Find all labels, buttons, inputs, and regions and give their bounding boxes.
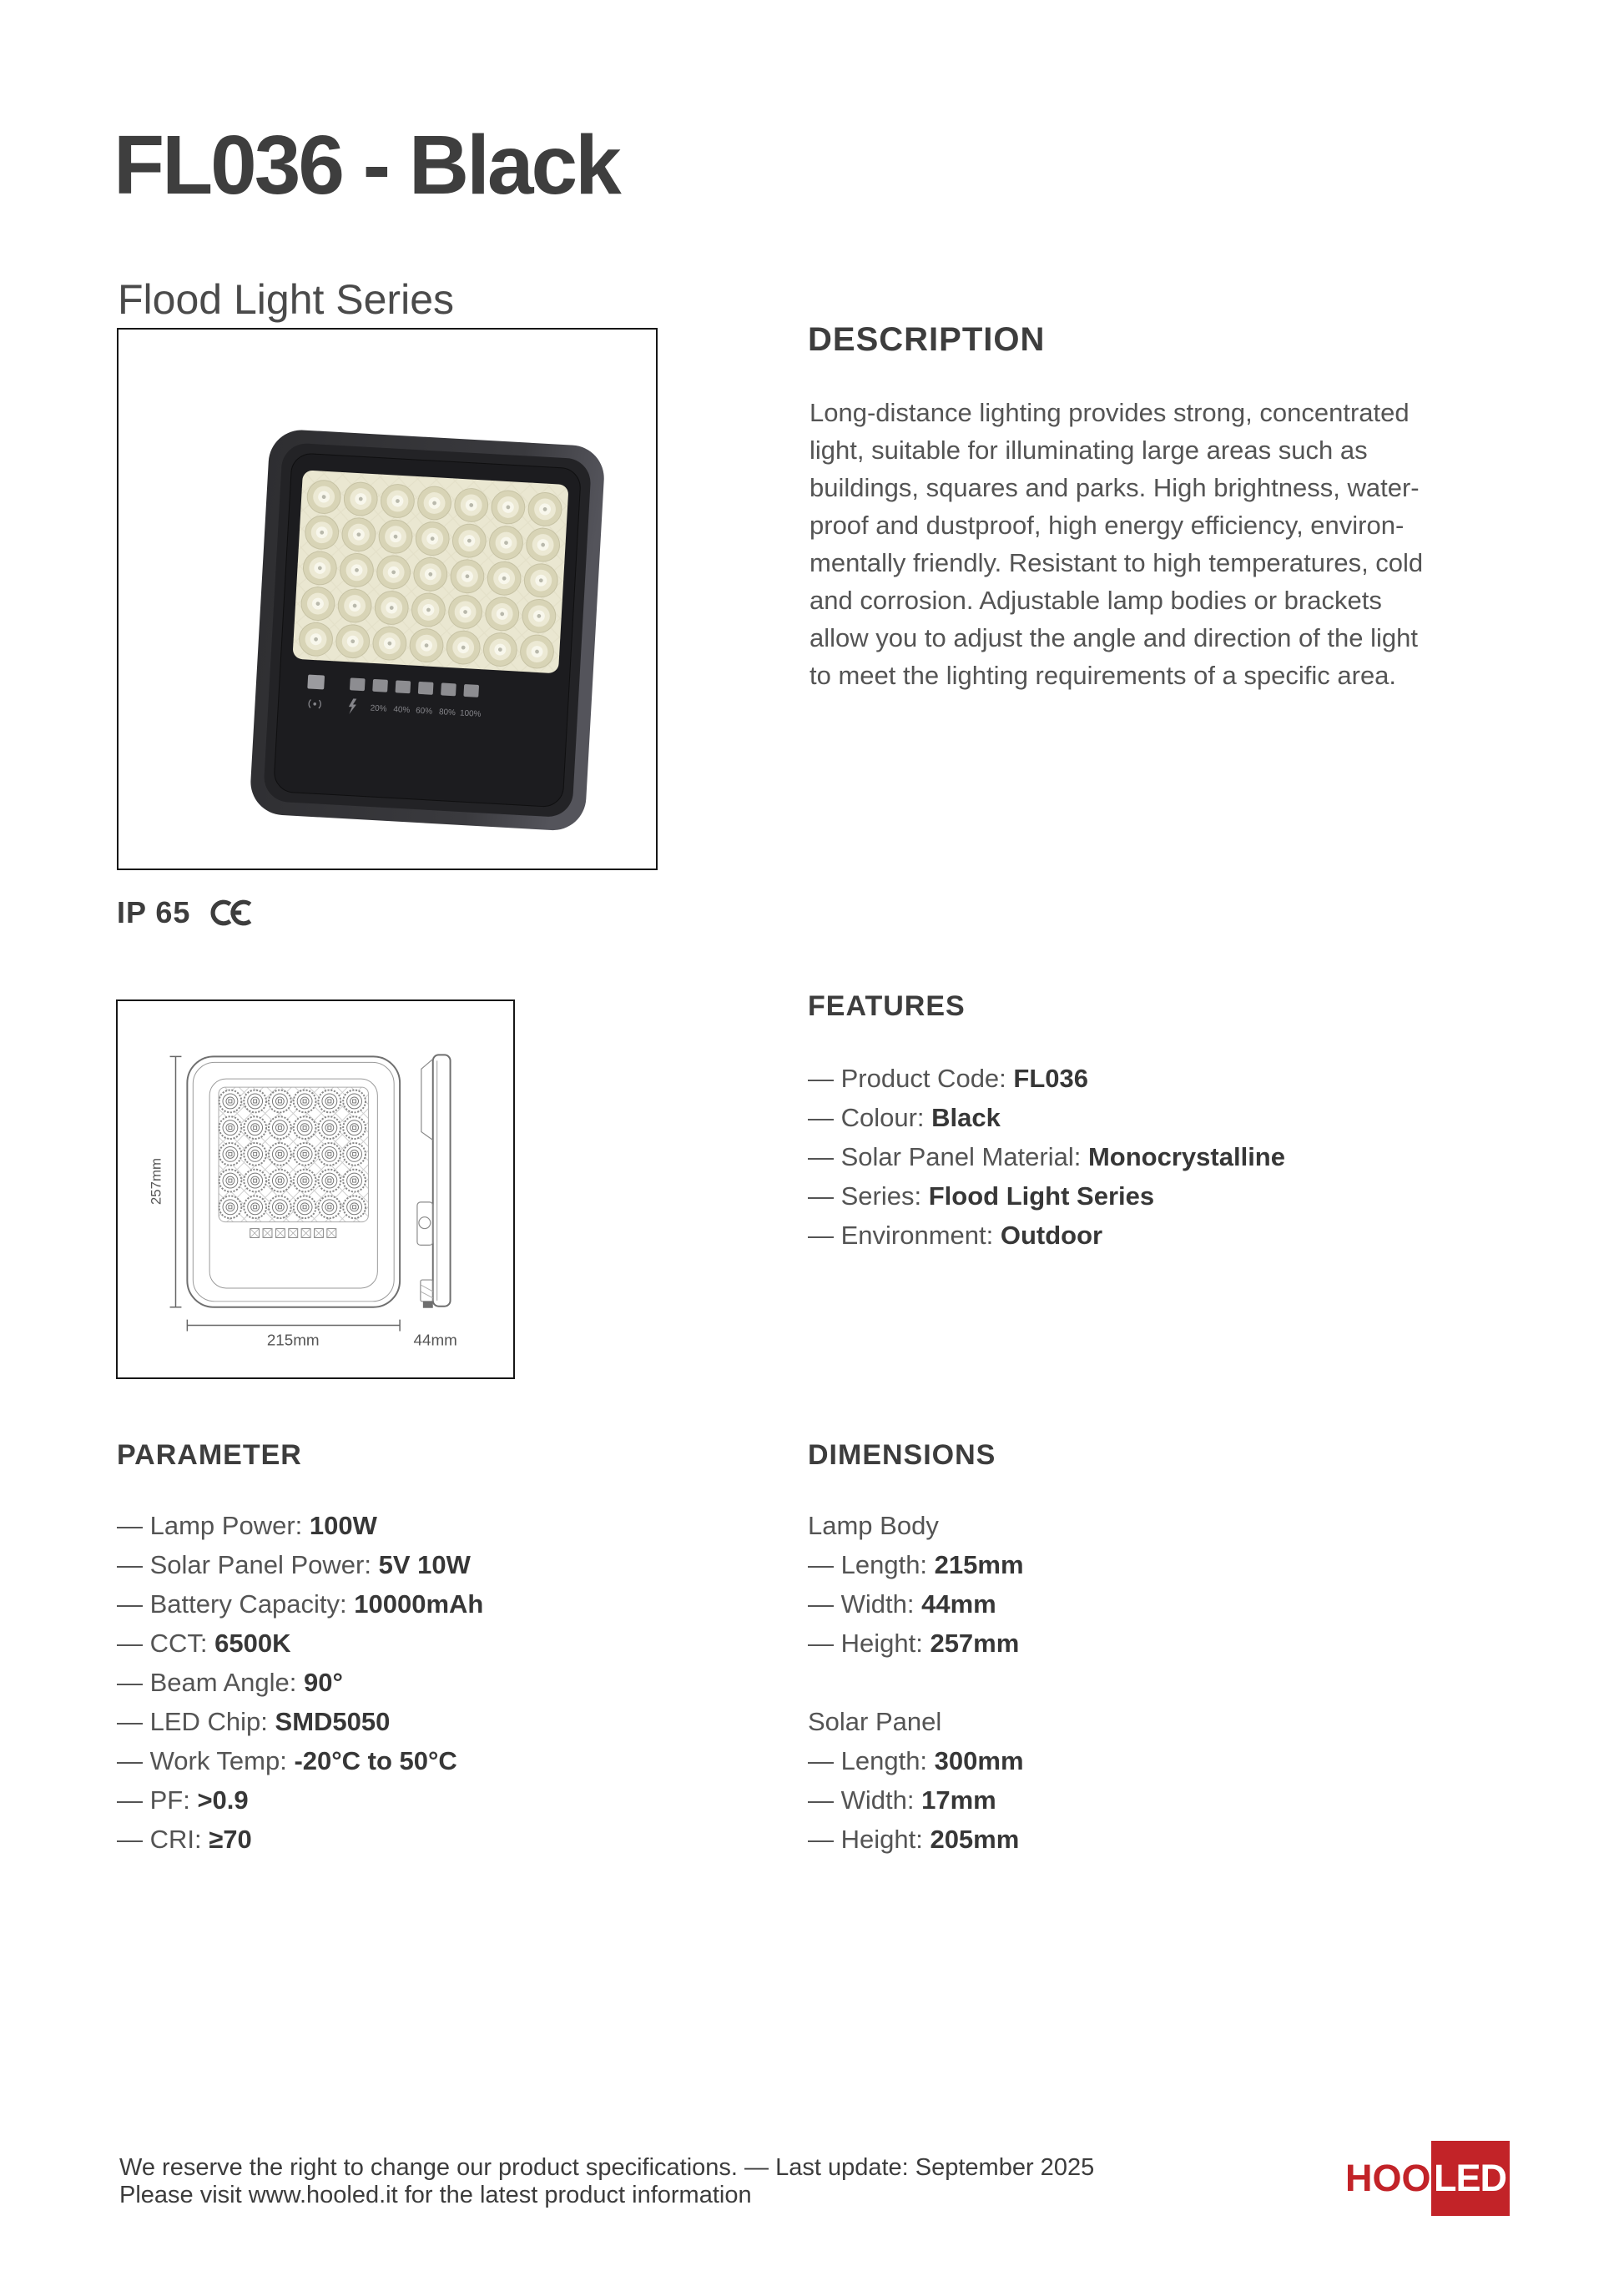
parameter-list xyxy=(117,1506,483,1859)
front-view-indicator-squares xyxy=(250,1229,336,1238)
description-text xyxy=(809,394,1577,694)
logo-text-hoo: HOO xyxy=(1345,2157,1431,2199)
dimensions-list xyxy=(808,1506,1024,1859)
indicator-label-100: 100% xyxy=(459,708,482,719)
brand-logo xyxy=(1345,2141,1510,2216)
side-view xyxy=(417,1055,451,1307)
parameter-heading: PARAMETER xyxy=(117,1439,302,1471)
logo-text-led: LED xyxy=(1434,2157,1507,2199)
description-line: light, suitable for illuminating large areas such as xyxy=(809,436,1368,465)
description-line: Long-distance lighting provides strong, concentrated xyxy=(809,398,1410,427)
ip-rating: IP 65 xyxy=(117,895,191,929)
footer-line-2: Please visit www.hooled.it for the latest product information xyxy=(119,2182,752,2208)
dimension-item: — Height: 205mm xyxy=(808,1825,1020,1854)
description-line: and corrosion. Adjustable lamp bodies or brackets xyxy=(809,586,1382,615)
description-line: allow you to adjust the angle and direction of the light xyxy=(809,623,1418,652)
parameter-item: — Battery Capacity: 10000mAh xyxy=(117,1589,484,1619)
description-line: proof and dustproof, high energy efficiency, environ- xyxy=(809,511,1405,540)
technical-drawing-frame xyxy=(116,999,515,1379)
flood-light-body xyxy=(249,428,606,832)
product-photo-frame xyxy=(117,328,658,870)
features-list xyxy=(808,1059,1285,1255)
feature-item: — Environment: Outdoor xyxy=(808,1221,1103,1250)
page-subtitle: Flood Light Series xyxy=(118,276,455,323)
indicator-label-60: 60% xyxy=(415,706,433,717)
product-photo xyxy=(119,330,656,869)
dimension-item: — Width: 44mm xyxy=(808,1589,996,1619)
description-line: to meet the lighting requirements of a specific area. xyxy=(809,661,1397,690)
feature-item: — Colour: Black xyxy=(808,1103,1001,1132)
description-heading: DESCRIPTION xyxy=(808,321,1046,358)
dimensions-group-name: Solar Panel xyxy=(808,1707,942,1736)
feature-item: — Solar Panel Material: Monocrystalline xyxy=(808,1142,1285,1171)
parameter-item: — CRI: ≥70 xyxy=(117,1825,252,1854)
ce-mark-icon xyxy=(209,896,255,929)
page-title: FL036 - Black xyxy=(113,118,619,212)
parameter-item: — Beam Angle: 90° xyxy=(117,1668,343,1697)
indicator-label-80: 80% xyxy=(438,707,456,718)
features-heading: FEATURES xyxy=(808,990,966,1022)
logo-red-square xyxy=(1431,2141,1510,2216)
feature-item: — Product Code: FL036 xyxy=(808,1064,1089,1093)
certification-row xyxy=(117,894,255,931)
footer-line-1: We reserve the right to change our product specifications. — Last update: September 2025 xyxy=(119,2154,1095,2181)
drawing-depth-label: 44mm xyxy=(413,1331,457,1349)
dimensions-heading: DIMENSIONS xyxy=(808,1439,996,1471)
parameter-item: — Solar Panel Power: 5V 10W xyxy=(117,1550,471,1579)
drawing-length-label: 215mm xyxy=(266,1331,320,1349)
parameter-item: — PF: >0.9 xyxy=(117,1785,249,1815)
dimensions-spacer xyxy=(808,1663,1024,1702)
parameter-item: — Work Temp: -20°C to 50°C xyxy=(117,1746,457,1775)
feature-item: — Series: Flood Light Series xyxy=(808,1181,1155,1211)
description-line: mentally friendly. Resistant to high temperatures, cold xyxy=(809,548,1424,577)
dimension-item: — Length: 300mm xyxy=(808,1746,1024,1775)
parameter-item: — LED Chip: SMD5050 xyxy=(117,1707,391,1736)
drawing-height-label: 257mm xyxy=(148,1157,164,1206)
parameter-item: — CCT: 6500K xyxy=(117,1629,291,1658)
description-line: buildings, squares and parks. High brightness, water- xyxy=(809,473,1420,502)
dimensions-group-name: Lamp Body xyxy=(808,1511,939,1540)
dimension-item: — Width: 17mm xyxy=(808,1785,996,1815)
indicator-label-40: 40% xyxy=(393,705,411,716)
parameter-item: — Lamp Power: 100W xyxy=(117,1511,377,1540)
footer-note xyxy=(119,2154,1094,2209)
dimension-item: — Height: 257mm xyxy=(808,1629,1020,1658)
front-view xyxy=(187,1056,400,1307)
technical-drawing xyxy=(118,1001,513,1377)
indicator-label-20: 20% xyxy=(370,703,387,714)
dimension-item: — Length: 215mm xyxy=(808,1550,1024,1579)
